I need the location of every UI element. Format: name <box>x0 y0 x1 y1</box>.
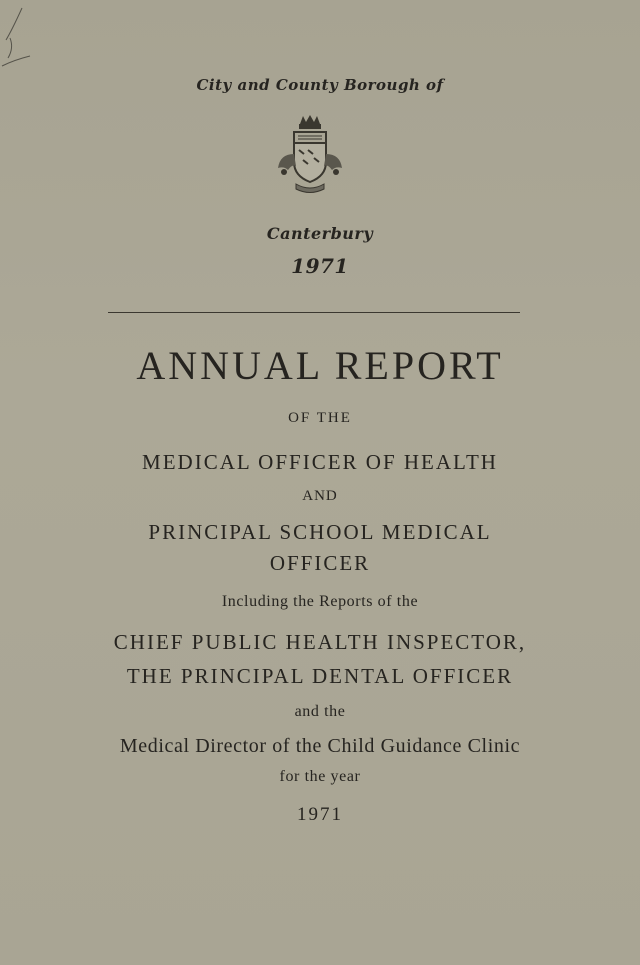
clinic-director-line: Medical Director of the Child Guidance Clinic <box>119 735 521 757</box>
report-title: ANNUAL REPORT <box>136 343 504 388</box>
year-top: 1971 <box>291 254 349 278</box>
inspector-line: CHIEF PUBLIC HEALTH INSPECTOR, <box>113 630 527 654</box>
dental-officer-line: THE PRINCIPAL DENTAL OFFICER <box>126 664 514 688</box>
for-the-year-line: for the year <box>279 768 361 785</box>
pencil-mark-icon <box>0 0 40 70</box>
divider-rule <box>108 312 520 313</box>
officer-of-health: MEDICAL OFFICER OF HEALTH <box>142 450 498 474</box>
school-officer-line1: PRINCIPAL SCHOOL MEDICAL <box>148 520 492 544</box>
authority-heading: City and County Borough of <box>196 76 444 94</box>
and-line: AND <box>302 488 338 504</box>
of-the-line: OF THE <box>288 410 352 426</box>
and-the-line: and the <box>294 703 346 720</box>
including-line: Including the Reports of the <box>221 593 419 610</box>
year-bottom: 1971 <box>297 804 343 825</box>
city-name: Canterbury <box>266 224 374 243</box>
school-officer-line2: OFFICER <box>269 551 371 575</box>
coat-of-arms-icon <box>270 112 350 196</box>
